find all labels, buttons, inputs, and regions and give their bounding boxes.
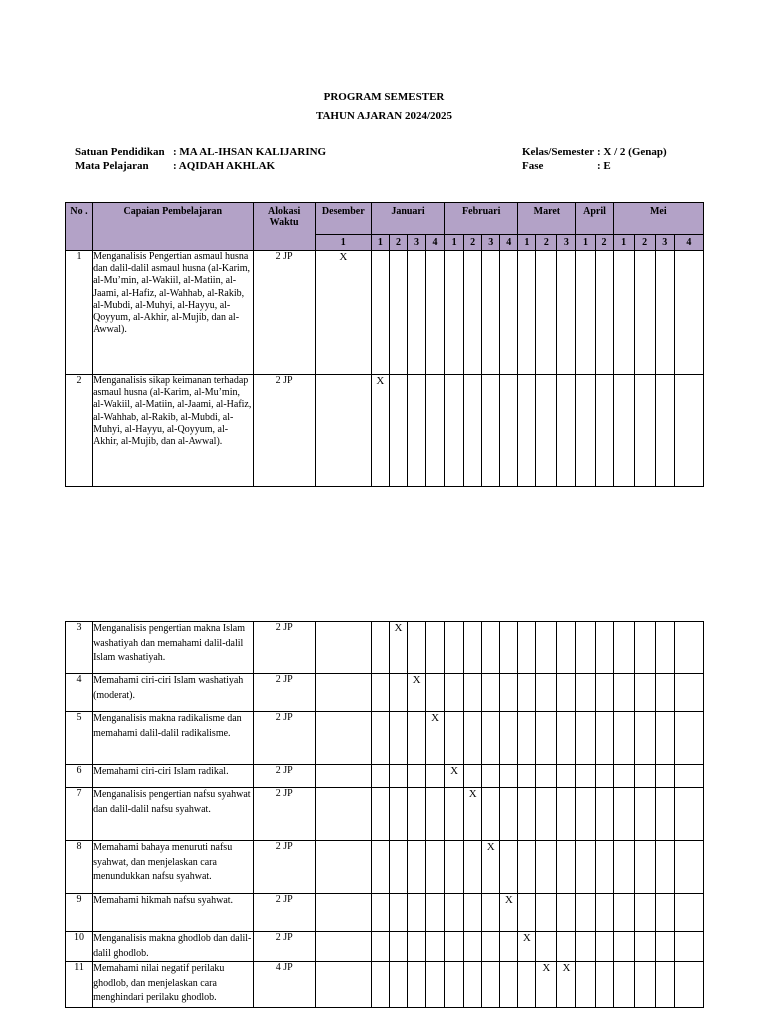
mapel-value: : AQIDAH AKHLAK — [173, 160, 276, 172]
week-cell — [518, 765, 536, 788]
table-row — [66, 841, 704, 894]
week-cell — [655, 674, 674, 712]
week-cell-marked: X — [536, 962, 557, 1008]
week-cell — [445, 841, 464, 894]
week-header: 1 — [315, 235, 371, 251]
month-header: Februari — [445, 203, 518, 235]
week-cell — [557, 712, 576, 765]
week-cell-marked: X — [408, 674, 426, 712]
table-row — [66, 962, 704, 1008]
month-header: Maret — [518, 203, 576, 235]
alokasi-waktu: 2 JP — [253, 622, 315, 674]
week-cell — [536, 894, 557, 932]
week-cell — [576, 674, 595, 712]
week-cell — [445, 375, 464, 487]
week-cell — [464, 251, 482, 375]
week-cell — [576, 962, 595, 1008]
week-cell — [482, 894, 500, 932]
week-cell — [518, 841, 536, 894]
alokasi-waktu: 2 JP — [253, 932, 315, 962]
week-cell — [445, 674, 464, 712]
week-cell — [464, 375, 482, 487]
table-row — [66, 674, 704, 712]
week-cell — [389, 712, 407, 765]
week-cell — [557, 894, 576, 932]
row-number: 5 — [66, 712, 93, 765]
week-header: 3 — [557, 235, 576, 251]
week-cell — [371, 932, 389, 962]
table-row — [66, 375, 704, 487]
capaian-text: Menganalisis Pengertian asmaul husna dan dalil-dalil asmaul husna (al-Karim, al-Mu’min, al-Wakiil, al-Matiin, al-Jaami, al-Hafiz, al-Wahhab, al-Rakib, al-Mubdi, al-Muhyi, al-Hayyu, al-Qoyyum, al-Akhir, al-Mujib, dan al-Awwal). — [93, 251, 253, 375]
week-header: 3 — [482, 235, 500, 251]
week-cell — [482, 712, 500, 765]
week-header: 2 — [595, 235, 613, 251]
week-cell — [613, 932, 634, 962]
row-number: 7 — [66, 788, 93, 841]
row-number: 11 — [66, 962, 93, 1008]
week-cell — [315, 674, 371, 712]
week-cell — [674, 674, 703, 712]
week-cell — [500, 841, 518, 894]
week-cell — [655, 251, 674, 375]
alokasi-waktu: 2 JP — [253, 765, 315, 788]
week-cell — [536, 251, 557, 375]
week-cell — [613, 962, 634, 1008]
week-cell — [426, 765, 445, 788]
capaian-text: Menganalisis pengertian makna Islam washatiyah dan memahami dalil-dalil Islam washatiyah. — [93, 622, 254, 674]
week-cell — [634, 788, 655, 841]
week-cell — [518, 251, 536, 375]
week-cell — [613, 674, 634, 712]
week-cell — [426, 251, 445, 375]
week-cell — [426, 622, 445, 674]
week-cell — [371, 962, 389, 1008]
row-number: 9 — [66, 894, 93, 932]
week-header: 4 — [426, 235, 445, 251]
week-cell — [408, 712, 426, 765]
week-cell — [655, 712, 674, 765]
week-cell — [408, 894, 426, 932]
week-cell — [536, 674, 557, 712]
week-cell — [655, 375, 674, 487]
week-cell — [408, 765, 426, 788]
schedule-body — [66, 251, 704, 487]
week-cell — [500, 788, 518, 841]
week-cell — [408, 932, 426, 962]
week-cell-marked: X — [445, 765, 464, 788]
fase-label: Fase — [522, 160, 544, 172]
capaian-text: Memahami hikmah nafsu syahwat. — [93, 894, 254, 932]
header-capaian: Capaian Pembelajaran — [93, 203, 253, 251]
week-cell — [371, 622, 389, 674]
week-cell — [315, 841, 371, 894]
week-cell — [408, 841, 426, 894]
row-number: 3 — [66, 622, 93, 674]
week-cell — [518, 375, 536, 487]
week-cell — [655, 841, 674, 894]
week-header: 1 — [445, 235, 464, 251]
week-cell — [674, 894, 703, 932]
week-cell — [595, 375, 613, 487]
week-header: 4 — [500, 235, 518, 251]
schedule-header — [66, 203, 704, 251]
week-cell — [634, 932, 655, 962]
week-cell — [595, 932, 613, 962]
week-cell — [371, 894, 389, 932]
week-cell — [371, 765, 389, 788]
week-header: 3 — [407, 235, 425, 251]
alokasi-waktu: 4 JP — [253, 962, 315, 1008]
week-cell — [557, 765, 576, 788]
week-cell — [634, 841, 655, 894]
week-cell — [674, 765, 703, 788]
week-cell — [518, 962, 536, 1008]
week-header: 3 — [655, 235, 674, 251]
capaian-text: Menganalisis pengertian nafsu syahwat dan dalil-dalil nafsu syahwat. — [93, 788, 254, 841]
week-cell — [464, 622, 482, 674]
week-cell — [482, 962, 500, 1008]
week-cell — [445, 712, 464, 765]
week-cell — [500, 375, 518, 487]
week-cell — [389, 932, 407, 962]
week-cell-marked: X — [500, 894, 518, 932]
week-cell — [371, 712, 389, 765]
week-cell — [464, 962, 482, 1008]
week-cell — [371, 841, 389, 894]
week-cell — [482, 765, 500, 788]
week-cell — [634, 251, 655, 375]
week-cell — [595, 674, 613, 712]
week-cell-marked: X — [315, 251, 371, 375]
week-cell — [557, 375, 576, 487]
mapel-label: Mata Pelajaran — [75, 160, 149, 172]
header-alokasi: Alokasi Waktu — [253, 203, 315, 251]
week-cell — [445, 251, 464, 375]
week-cell — [557, 932, 576, 962]
week-cell — [536, 932, 557, 962]
week-cell — [674, 962, 703, 1008]
week-cell — [389, 765, 407, 788]
week-cell — [536, 765, 557, 788]
table-row — [66, 765, 704, 788]
page-subtitle: TAHUN AJARAN 2024/2025 — [315, 110, 453, 122]
week-cell — [315, 765, 371, 788]
week-cell — [536, 375, 557, 487]
week-cell — [389, 962, 407, 1008]
schedule-table-part-1 — [65, 202, 704, 487]
week-header: 1 — [518, 235, 536, 251]
alokasi-waktu: 2 JP — [253, 375, 315, 487]
week-cell — [426, 932, 445, 962]
week-cell — [371, 788, 389, 841]
week-cell — [500, 622, 518, 674]
row-number: 6 — [66, 765, 93, 788]
capaian-text: Menganalisis makna ghodlob dan dalil-dalil ghodlob. — [93, 932, 254, 962]
week-cell — [576, 932, 595, 962]
week-cell — [536, 622, 557, 674]
week-cell — [408, 622, 426, 674]
week-cell — [557, 674, 576, 712]
week-cell — [634, 962, 655, 1008]
week-cell — [500, 674, 518, 712]
week-cell — [445, 622, 464, 674]
week-cell — [576, 712, 595, 765]
week-cell — [674, 251, 703, 375]
week-cell — [315, 894, 371, 932]
week-cell — [500, 251, 518, 375]
month-header: Januari — [371, 203, 444, 235]
week-cell — [389, 841, 407, 894]
kelas-value: : X / 2 (Genap) — [597, 146, 667, 158]
alokasi-waktu: 2 JP — [253, 251, 315, 375]
month-header-row — [66, 203, 704, 235]
week-cell — [557, 841, 576, 894]
week-header: 1 — [371, 235, 389, 251]
row-number: 10 — [66, 932, 93, 962]
week-cell-marked: X — [426, 712, 445, 765]
week-cell — [634, 674, 655, 712]
week-header: 1 — [576, 235, 595, 251]
week-header: 2 — [389, 235, 407, 251]
week-cell — [389, 251, 407, 375]
week-cell — [576, 375, 595, 487]
week-cell — [557, 622, 576, 674]
week-cell — [500, 932, 518, 962]
week-cell — [315, 932, 371, 962]
week-cell — [500, 962, 518, 1008]
week-cell — [407, 375, 425, 487]
week-cell — [613, 375, 634, 487]
week-cell — [634, 622, 655, 674]
alokasi-waktu: 2 JP — [253, 894, 315, 932]
table-row — [66, 712, 704, 765]
capaian-text: Menganalisis makna radikalisme dan memahami dalil-dalil radikalisme. — [93, 712, 254, 765]
week-cell-marked: X — [482, 841, 500, 894]
week-cell — [371, 251, 389, 375]
alokasi-waktu: 2 JP — [253, 712, 315, 765]
week-cell — [674, 788, 703, 841]
week-cell — [389, 788, 407, 841]
week-cell — [464, 674, 482, 712]
satuan-label: Satuan Pendidikan — [75, 146, 165, 158]
week-cell — [595, 788, 613, 841]
month-header: April — [576, 203, 613, 235]
week-cell — [536, 712, 557, 765]
week-cell — [613, 894, 634, 932]
week-cell — [315, 962, 371, 1008]
week-cell — [464, 841, 482, 894]
week-header: 2 — [464, 235, 482, 251]
kelas-label: Kelas/Semester — [522, 146, 595, 158]
week-cell — [595, 251, 613, 375]
week-cell — [613, 765, 634, 788]
week-cell — [595, 962, 613, 1008]
week-cell — [464, 712, 482, 765]
week-cell — [518, 622, 536, 674]
week-cell-marked: X — [557, 962, 576, 1008]
week-cell — [536, 841, 557, 894]
row-number: 4 — [66, 674, 93, 712]
week-cell — [674, 712, 703, 765]
row-number: 1 — [66, 251, 93, 375]
week-cell — [445, 894, 464, 932]
week-cell — [482, 788, 500, 841]
week-cell-marked: X — [518, 932, 536, 962]
capaian-text: Menganalisis sikap keimanan terhadap asmaul husna (al-Karim, al-Mu’min, al-Wakiil, al-Matiin, al-Jaami, al-Hafiz, al-Wahhab, al-Rakib, al-Mubdi, al-Muhyi, al-Hayyu, al-Qoyyum, al-Akhir, al-Mujib, dan al-Awwal). — [93, 375, 253, 487]
week-header: 2 — [536, 235, 557, 251]
satuan-value: : MA AL-IHSAN KALIJARING — [173, 146, 327, 158]
week-cell — [407, 251, 425, 375]
month-header: Mei — [613, 203, 703, 235]
week-cell — [315, 622, 371, 674]
week-cell — [445, 788, 464, 841]
week-cell — [576, 894, 595, 932]
week-cell — [576, 841, 595, 894]
week-cell — [426, 894, 445, 932]
week-cell — [426, 841, 445, 894]
week-cell — [389, 375, 407, 487]
week-cell — [576, 765, 595, 788]
alokasi-waktu: 2 JP — [253, 841, 315, 894]
week-cell — [408, 962, 426, 1008]
capaian-text: Memahami bahaya menuruti nafsu syahwat, dan menjelaskan cara menundukkan nafsu syahwat. — [93, 841, 254, 894]
week-cell — [674, 841, 703, 894]
week-cell — [557, 788, 576, 841]
page-title: PROGRAM SEMESTER — [323, 91, 445, 103]
week-cell — [426, 788, 445, 841]
week-cell — [595, 765, 613, 788]
week-cell — [445, 932, 464, 962]
week-cell — [613, 622, 634, 674]
week-cell — [595, 712, 613, 765]
week-cell — [655, 894, 674, 932]
week-cell — [482, 251, 500, 375]
week-cell — [576, 251, 595, 375]
week-cell — [464, 932, 482, 962]
week-cell — [613, 712, 634, 765]
week-cell — [674, 932, 703, 962]
week-cell — [482, 622, 500, 674]
row-number: 2 — [66, 375, 93, 487]
header-no: No . — [66, 203, 93, 251]
week-cell — [445, 962, 464, 1008]
schedule-table-part-2 — [65, 621, 704, 1008]
week-cell — [518, 788, 536, 841]
week-cell — [655, 932, 674, 962]
capaian-text: Memahami nilai negatif perilaku ghodlob, dan menjelaskan cara menghindari perilaku ghodlob. — [93, 962, 254, 1008]
week-cell — [426, 674, 445, 712]
week-cell — [576, 622, 595, 674]
week-cell — [655, 962, 674, 1008]
schedule-body — [66, 622, 704, 1008]
week-cell — [634, 765, 655, 788]
week-header: 2 — [634, 235, 655, 251]
week-cell — [613, 788, 634, 841]
week-cell — [408, 788, 426, 841]
week-cell — [595, 841, 613, 894]
week-cell — [371, 674, 389, 712]
week-cell — [674, 622, 703, 674]
week-cell — [482, 932, 500, 962]
week-cell — [674, 375, 703, 487]
capaian-text: Memahami ciri-ciri Islam radikal. — [93, 765, 254, 788]
week-cell-marked: X — [389, 622, 407, 674]
week-cell — [389, 894, 407, 932]
week-cell — [655, 765, 674, 788]
week-cell — [426, 962, 445, 1008]
alokasi-waktu: 2 JP — [253, 788, 315, 841]
week-cell-marked: X — [464, 788, 482, 841]
week-cell — [518, 894, 536, 932]
week-cell — [613, 841, 634, 894]
row-number: 8 — [66, 841, 93, 894]
week-cell — [595, 622, 613, 674]
week-cell — [634, 375, 655, 487]
week-cell — [500, 712, 518, 765]
week-cell — [500, 765, 518, 788]
week-cell — [576, 788, 595, 841]
week-cell — [613, 251, 634, 375]
week-cell-marked: X — [371, 375, 389, 487]
week-cell — [315, 375, 371, 487]
week-cell — [518, 712, 536, 765]
month-header: Desember — [315, 203, 371, 235]
week-cell — [634, 894, 655, 932]
week-cell — [655, 622, 674, 674]
week-header: 4 — [674, 235, 703, 251]
week-cell — [655, 788, 674, 841]
week-cell — [634, 712, 655, 765]
week-cell — [482, 674, 500, 712]
week-cell — [464, 765, 482, 788]
week-cell — [518, 674, 536, 712]
capaian-text: Memahami ciri-ciri Islam washatiyah (moderat). — [93, 674, 254, 712]
week-cell — [595, 894, 613, 932]
table-row — [66, 622, 704, 674]
week-cell — [482, 375, 500, 487]
week-cell — [315, 788, 371, 841]
week-cell — [464, 894, 482, 932]
table-row — [66, 894, 704, 932]
table-row — [66, 251, 704, 375]
week-cell — [426, 375, 445, 487]
table-row — [66, 788, 704, 841]
week-cell — [536, 788, 557, 841]
fase-value: : E — [597, 160, 611, 172]
table-row — [66, 932, 704, 962]
week-cell — [557, 251, 576, 375]
week-cell — [389, 674, 407, 712]
week-header: 1 — [613, 235, 634, 251]
alokasi-waktu: 2 JP — [253, 674, 315, 712]
week-cell — [315, 712, 371, 765]
